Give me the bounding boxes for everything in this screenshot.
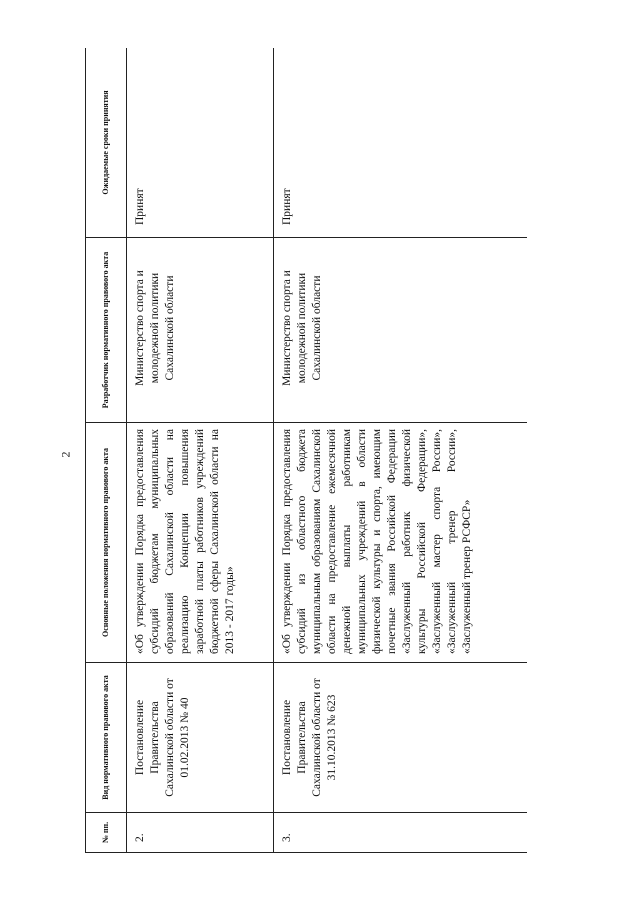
legal-acts-table [85,48,527,853]
row-number: 2. [127,813,274,853]
header-act-type: Вид нормативного правового акта [86,663,127,813]
header-provisions: Основные положения нормативного правового акта [86,423,127,663]
act-developer: Министерство спорта и молодежной политики Сахалинской области [274,238,528,423]
table-header-row [86,48,127,853]
header-num: № пп. [86,813,127,853]
document-sheet [85,48,527,853]
page-number: 2 [58,451,73,458]
header-developer: Разработчик нормативного правового акта [86,238,127,423]
adoption-status: Принят [127,48,274,238]
act-provisions: «Об утверждении Порядка предоставления субсидий бюджетам муниципальных образований Сахалинской области на реализацию Концепции повышения заработной платы работников учреждений бюджетной сферы Сахалинской области на 2013 - 2017 годы» [127,423,274,663]
act-type: Постановление Правительства Сахалинской области от 01.02.2013 № 40 [127,663,274,813]
table-row [127,48,274,853]
adoption-status: Принят [274,48,528,238]
row-number: 3. [274,813,528,853]
act-developer: Министерство спорта и молодежной политики Сахалинской области [127,238,274,423]
rotated-table-container [85,48,527,853]
act-provisions: «Об утверждении Порядка предоставления субсидий из областного бюджета муниципальным образованиям Сахалинской области на предоставление ежемесячной денежной выплаты работникам муниципальных учреждений в области физической культуры и спорта, имеющим почетные звания Российской Федерации «Заслуженный работник физической культуры Российской Федерации», «Заслуженный мастер спорта России», «Заслуженный тренер России», «Заслуженный тренер РСФСР» [274,423,528,663]
table-row [274,48,528,853]
header-adoption-date: Ожидаемые сроки принятия [86,48,127,238]
act-type: Постановление Правительства Сахалинской области от 31.10.2013 № 623 [274,663,528,813]
